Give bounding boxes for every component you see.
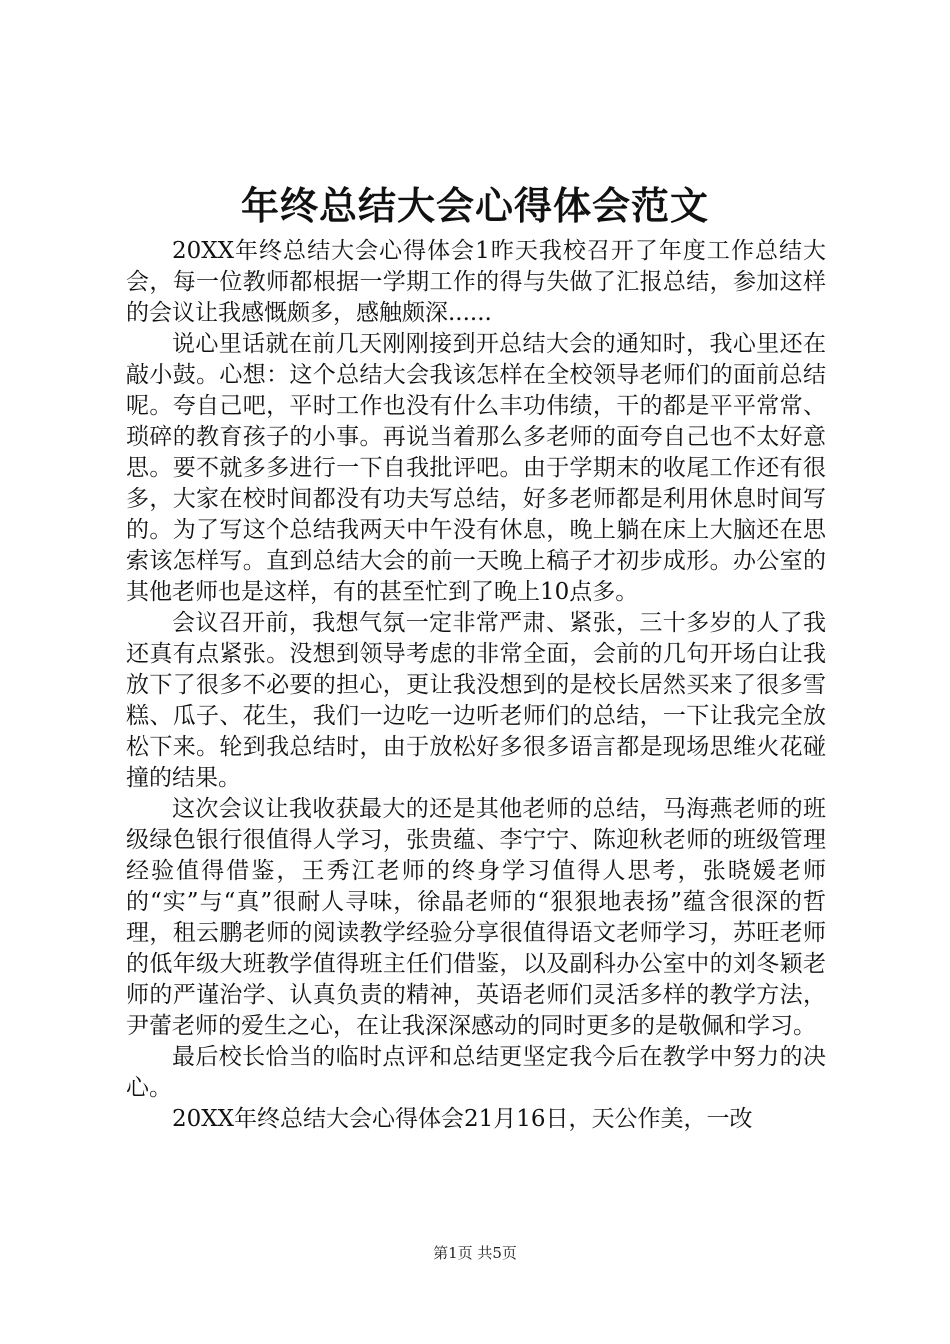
paragraph-1: 20XX年终总结大会心得体会1昨天我校召开了年度工作总结大会，每一位教师都根据一学期工作的得与失做了汇报总结，参加这样的会议让我感慨颇多，感触颇深...... bbox=[126, 238, 826, 326]
document-body bbox=[126, 236, 826, 1135]
paragraph-6: 20XX年终总结大会心得体会21月16日，天公作美，一改 bbox=[172, 1106, 753, 1132]
page-number-footer: 第1页 共5页 bbox=[433, 1244, 517, 1262]
paragraph-5: 最后校长恰当的临时点评和总结更坚定我今后在教学中努力的决心。 bbox=[126, 1044, 826, 1101]
paragraph-2: 说心里话就在前几天刚刚接到开总结大会的通知时，我心里还在敲小鼓。心想：这个总结大会我该怎样在全校领导老师们的面前总结呢。夸自己吧，平时工作也没有什么丰功伟绩，干的都是平平常常、琐碎的教育孩子的小事。再说当着那么多老师的面夸自己也不太好意思。要不就多多进行一下自我批评吧。由于学期末的收尾工作还有很多，大家在校时间都没有功夫写总结，好多老师都是利用休息时间写的。为了写这个总结我两天中午没有休息，晚上躺在床上大脑还在思索该怎样写。直到总结大会的前一天晚上稿子才初步成形。办公室的其他老师也是这样，有的甚至忙到了晚上10点多。 bbox=[126, 331, 826, 605]
paragraph-4: 这次会议让我收获最大的还是其他老师的总结，马海燕老师的班级绿色银行很值得人学习，张贵蕴、李宁宁、陈迎秋老师的班级管理经验值得借鉴，王秀江老师的终身学习值得人思考，张晓媛老师的“实”与“真”很耐人寻味，徐晶老师的“狠狠地表扬”蕴含很深的哲理，租云鹏老师的阅读教学经验分享很值得语文老师学习，苏旺老师的低年级大班教学值得班主任们借鉴，以及副科办公室中的刘冬颖老师的严谨治学、认真负责的精神，英语老师们灵活多样的教学方法，尹蕾老师的爱生之心，在让我深深感动的同时更多的是敬佩和学习。 bbox=[126, 796, 826, 1039]
paragraph-3: 会议召开前，我想气氛一定非常严肃、紧张，三十多岁的人了我还真有点紧张。没想到领导考虑的非常全面，会前的几句开场白让我放下了很多不必要的担心，更让我没想到的是校长居然买来了很多雪糕、瓜子、花生，我们一边吃一边听老师们的总结，一下让我完全放松下来。轮到我总结时，由于放松好多很多语言都是现场思维火花碰撞的结果。 bbox=[126, 610, 826, 791]
document-title: 年终总结大会心得体会范文 bbox=[240, 183, 709, 228]
